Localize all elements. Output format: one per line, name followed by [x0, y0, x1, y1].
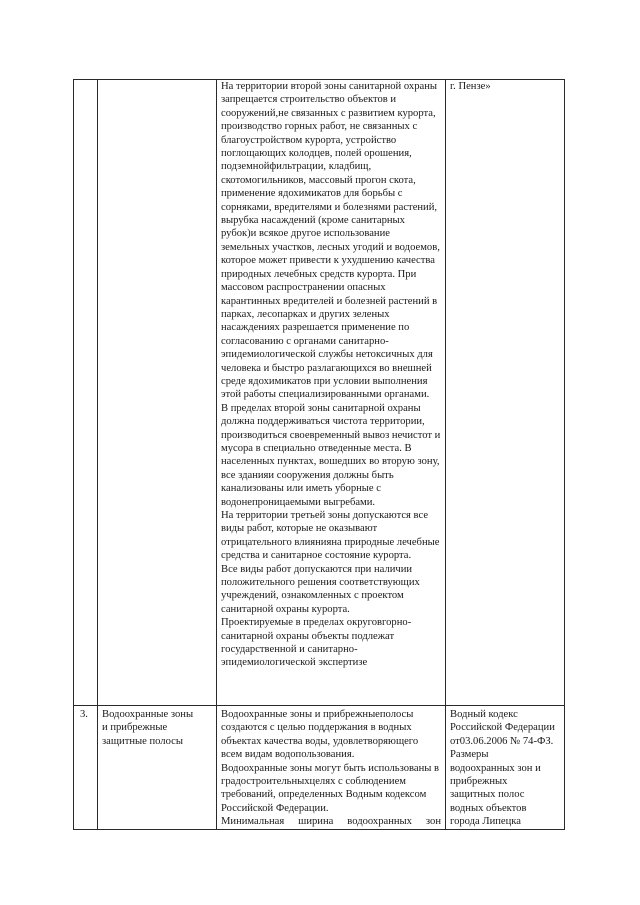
zone-name-cell — [98, 706, 217, 830]
source-line: водных объектов — [450, 802, 527, 814]
description-paragraph: В пределах второй зоны санитарной охраны должна поддерживаться чистота территории, производиться своевременный вывоз нечистот и мусора в специально отведенные места. В населенных пунктах, вошедших во вторую зону, все зданияи сооружения должны быть канализованы или иметь уборные с водонепроницаемыми выгребами. — [221, 402, 441, 508]
source-line: города Липецка — [450, 816, 521, 828]
source-line: Водный кодекс — [450, 709, 518, 720]
description-paragraph: На территории второй зоны санитарной охраны запрещается строительство объектов и сооружений,не связанных с развитием курорта, производство горных работ, не связанных с благоустройством курорта, устройство поглощающих колодцев, полей орошения, подземнойфильтрации, кладбищ, скотомогильников, массовый прогон скота, применение ядохимикатов для борьбы с сорняками, вредителями и болезнями растений, вырубка насаждений (кроме санитарных рубок)и всякое другое использование земельных участков, лесных угодий и водоемов, которое может привести к ухудшению качества природных лечебных средств курорта. При массовом распространении опасных карантинных вредителей и болезней растений в парках, лесопарках и других зеленых насаждениях разрешается применение по согласованию с органами санитарно-эпидемиологической службы нетоксичных для человека и быстро разлагающихся во внешней среде ядохимикатов при условии выполнения этой работы специализированными органами. — [221, 81, 440, 401]
source-line: защитных полос — [450, 789, 525, 801]
zone-name-line: и прибрежные — [102, 722, 168, 734]
description-paragraph: Все виды работ допускаются при наличии положительного решения соответствующих учреждений, ознакомленных с проектом санитарной охраны курорта. — [221, 563, 420, 615]
description-paragraph: Водоохранные зоны и прибрежныеполосы создаются с целью поддержания в водных объектах качества воды, удовлетворяющего всем видам водопользования. — [221, 709, 419, 761]
legal-source-cell — [446, 706, 565, 830]
restriction-description-cell — [217, 80, 446, 706]
source-line: г. Пензе» — [450, 81, 491, 92]
source-line: водоохранных зон и — [450, 762, 541, 774]
source-line: прибрежных — [450, 776, 508, 788]
zone-name-line: Водоохранные зоны — [102, 709, 194, 720]
zone-name-line: защитные полосы — [102, 735, 183, 747]
description-paragraph: Минимальная ширина водоохранных зон — [221, 816, 441, 828]
zone-name-cell — [98, 80, 217, 706]
document-table — [73, 79, 565, 830]
row-number-cell — [74, 706, 98, 830]
source-line: Размеры — [450, 749, 489, 761]
source-line: от03.06.2006 № 74-ФЗ. — [450, 735, 554, 747]
legal-source-cell — [446, 80, 565, 706]
restriction-description-cell — [217, 706, 446, 830]
row-number: 3. — [80, 709, 88, 720]
table-row — [74, 706, 565, 830]
description-paragraph: На территории третьей зоны допускаются все виды работ, которые не оказывают отрицательного влиянияна природные лечебные средства и санитарное состояние курорта. — [221, 510, 440, 562]
table-row — [74, 80, 565, 706]
description-paragraph: Проектируемые в пределах округовгорно-санитарной охраны объекты подлежат государственной и санитарно-эпидемиологической экспертизе — [221, 617, 412, 669]
source-line: Российской Федерации — [450, 722, 555, 734]
description-paragraph: Водоохранные зоны могут быть использованы в градостроительныхцелях с соблюдением требований, определенных Водным кодексом Российской Федерации. — [221, 762, 440, 814]
row-number-cell — [74, 80, 98, 706]
